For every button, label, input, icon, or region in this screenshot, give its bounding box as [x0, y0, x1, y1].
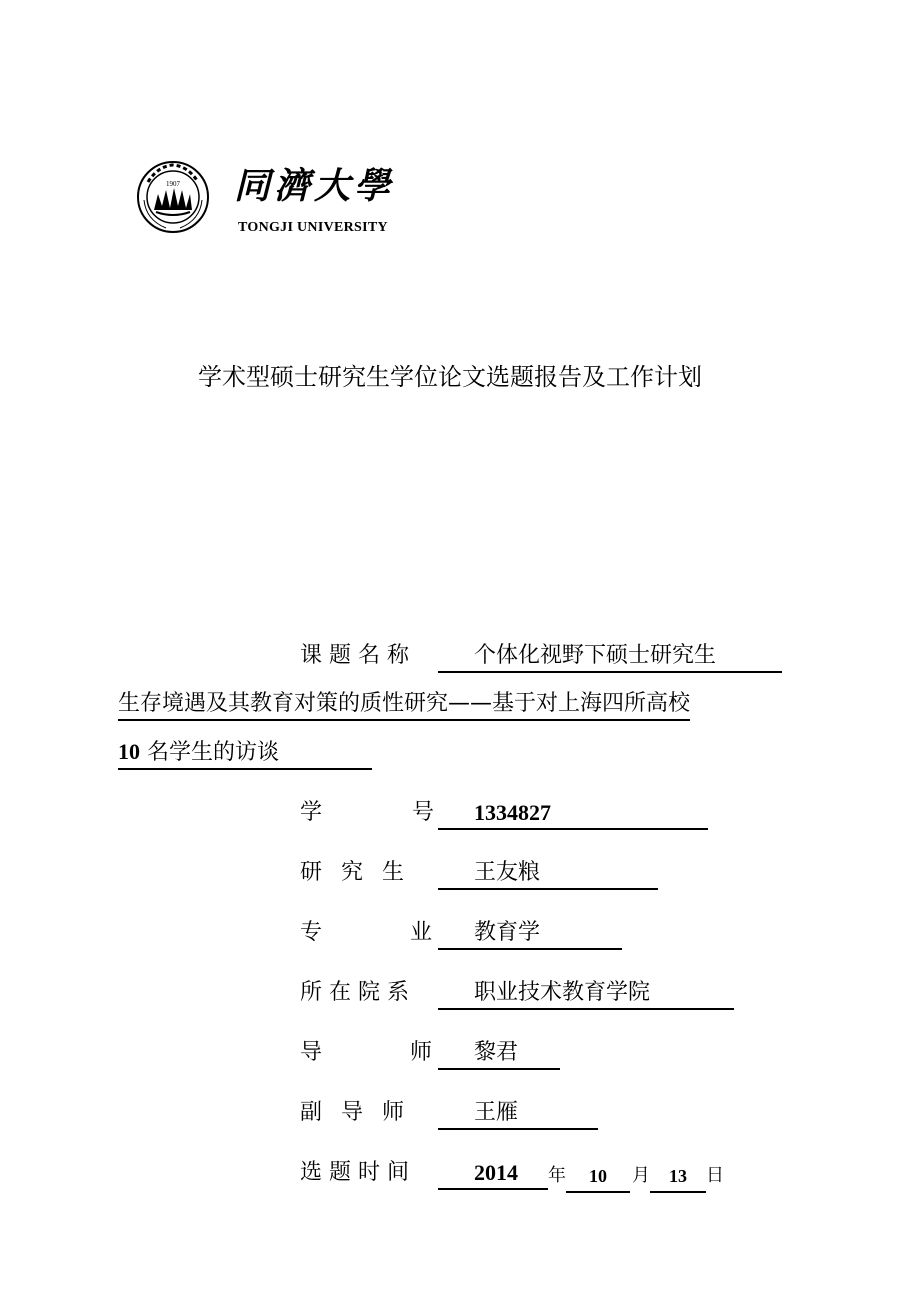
- date-year-value: 2014: [438, 1158, 548, 1190]
- university-logo-english: TONGJI UNIVERSITY: [238, 220, 388, 235]
- co-advisor-label: 副 导 师: [300, 1100, 404, 1125]
- co-advisor-value: 王雁: [438, 1098, 598, 1130]
- topic-value-line3: [118, 737, 372, 770]
- advisor-value: 黎君: [438, 1038, 560, 1070]
- student-id-label-part2: 号: [412, 800, 435, 825]
- department-value: 职业技术教育学院: [438, 978, 734, 1010]
- date-month-unit: 月: [632, 1165, 650, 1186]
- student-id-value: 1334827: [438, 798, 708, 830]
- advisor-label-part1: 导: [300, 1040, 323, 1065]
- department-label: 所 在 院 系: [300, 980, 409, 1005]
- topic-value-line1: 个体化视野下硕士研究生: [438, 641, 782, 673]
- major-label-part1: 专: [300, 920, 323, 945]
- student-id-label-part1: 学: [300, 800, 323, 825]
- major-label-part2: 业: [410, 920, 433, 945]
- seal-year: 1907: [166, 180, 180, 188]
- advisor-label-part2: 师: [410, 1040, 433, 1065]
- student-label: 研 究 生: [300, 860, 404, 885]
- date-year-unit: 年: [548, 1165, 566, 1186]
- topic-label: 课 题 名 称: [300, 643, 409, 668]
- university-logo-chinese: 同濟大學: [234, 165, 395, 207]
- date-label: 选 题 时 间: [300, 1160, 409, 1185]
- student-name-value: 王友粮: [438, 858, 658, 890]
- date-day-value: 13: [650, 1161, 706, 1193]
- date-month-value: 10: [566, 1161, 630, 1193]
- topic-line3-text: 名学生的访谈: [140, 740, 279, 765]
- document-title: 学术型硕士研究生学位论文选题报告及工作计划: [198, 363, 702, 391]
- university-seal-icon: [136, 160, 210, 234]
- topic-count: 10: [118, 739, 140, 764]
- topic-value-line2: 生存境遇及其教育对策的质性研究——基于对上海四所高校: [118, 689, 690, 721]
- major-value: 教育学: [438, 918, 622, 950]
- date-day-unit: 日: [706, 1165, 724, 1186]
